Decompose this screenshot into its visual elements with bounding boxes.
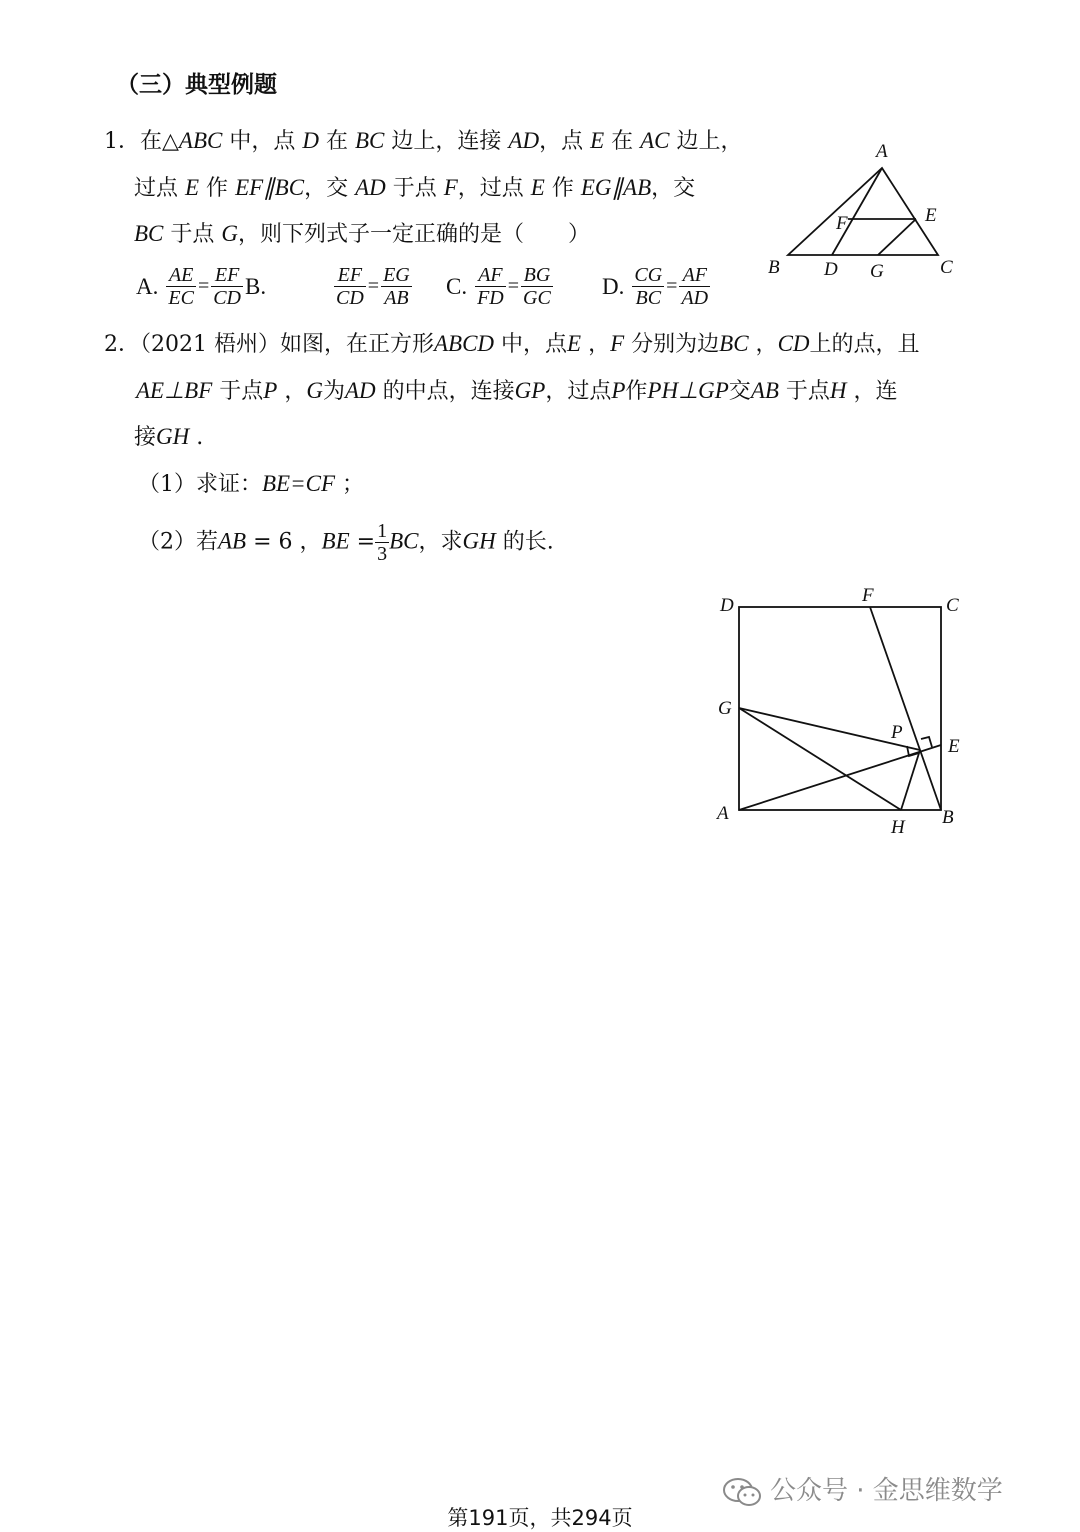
figure-triangle bbox=[760, 135, 970, 285]
q1-option-c[interactable]: C. $\frac{AF}{FD}$ = $\frac{BG}{GC}$ bbox=[446, 264, 551, 309]
fig2-label-c: C bbox=[946, 595, 959, 616]
fig1-label-c: C bbox=[940, 257, 953, 278]
q1-option-a[interactable]: A. $\frac{AE}{EC}$ = $\frac{EF}{CD}$ B. bbox=[136, 264, 267, 309]
fig1-label-a: A bbox=[876, 141, 888, 162]
q1-option-d[interactable]: D. $\frac{CG}{BC}$ = $\frac{AF}{AD}$ bbox=[602, 264, 709, 309]
fig2-label-b: B bbox=[942, 807, 954, 828]
section-title: （三）典型例题 bbox=[116, 72, 277, 98]
fig2-label-h: H bbox=[891, 817, 905, 838]
fig1-label-e: E bbox=[925, 205, 937, 226]
fig2-label-f: F bbox=[862, 585, 874, 606]
fig1-label-b: B bbox=[768, 257, 780, 278]
fig2-label-e: E bbox=[948, 736, 960, 757]
q2-line-1: 2．（2021 梧州）如图，在正方形ABCD 中，点E ，F 分别为边BC ，CD上的点，且 bbox=[104, 331, 920, 357]
fig1-label-f: F bbox=[836, 213, 848, 234]
figure-square bbox=[710, 585, 970, 840]
fig1-label-d: D bbox=[824, 259, 838, 280]
fig2-label-g: G bbox=[718, 698, 732, 719]
q1-option-b[interactable]: $\frac{EF}{CD}$ = $\frac{EG}{AB}$ bbox=[336, 264, 410, 309]
q2-line-3: 接GH . bbox=[134, 424, 204, 450]
q1-line-1: 1．在△ABC 中，点 D 在 BC 边上，连接 AD，点 E 在 AC 边上， bbox=[104, 128, 743, 154]
fig1-label-g: G bbox=[870, 261, 884, 282]
watermark: 公众号 · 金思维数学 bbox=[722, 1470, 1003, 1508]
q2-line-2: AE⊥BF 于点P ，G为AD 的中点，连接GP，过点P作PH⊥GP交AB 于点H ，连 bbox=[136, 378, 898, 404]
fig2-label-a: A bbox=[717, 803, 729, 824]
page-footer: 第191页，共294页 bbox=[447, 1506, 633, 1530]
fig2-label-d: D bbox=[720, 595, 734, 616]
fig2-label-p: P bbox=[891, 722, 903, 743]
q1-line-2: 过点 E 作 EF∥BC，交 AD 于点 F，过点 E 作 EG∥AB，交 bbox=[134, 175, 696, 201]
q2-part-2: （2）若AB = 6 ，BE = $\frac{1}{3}$ BC，求GH 的长. bbox=[138, 520, 554, 565]
q2-part-1: （1）求证：BE=CF ； bbox=[138, 471, 365, 497]
q1-line-3: BC 于点 G，则下列式子一定正确的是（ ） bbox=[134, 221, 591, 247]
